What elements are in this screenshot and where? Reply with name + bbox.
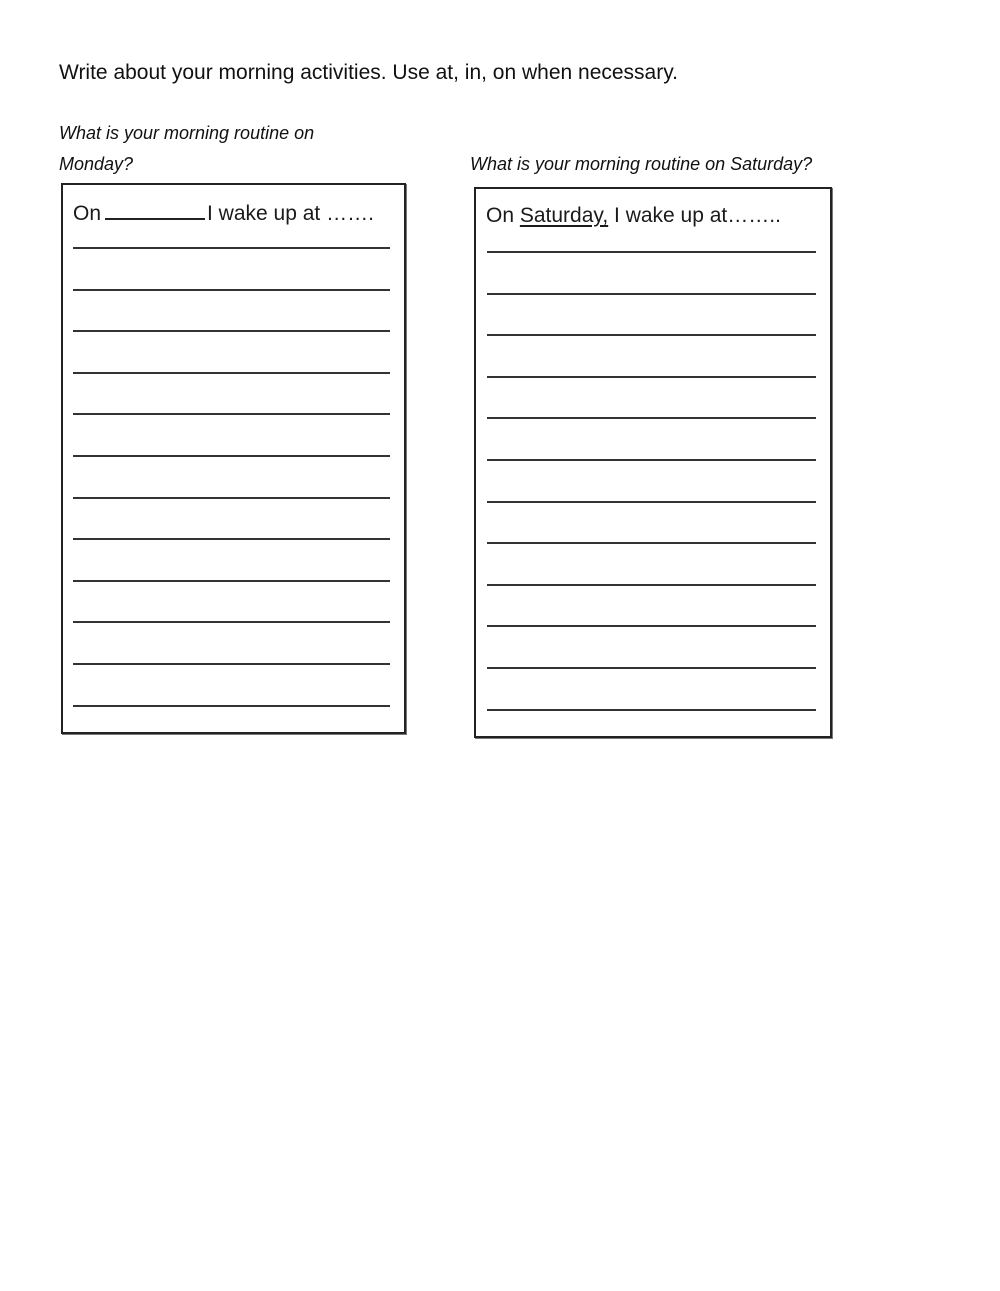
writing-line[interactable] (73, 330, 390, 332)
worksheet-instruction: Write about your morning activities. Use at, in, on when necessary. (59, 61, 679, 84)
monday-question: What is your morning routine on Monday? (59, 123, 315, 174)
writing-line[interactable] (487, 459, 816, 461)
monday-prompt-start: On (73, 202, 102, 225)
saturday-day-word: Saturday, (519, 204, 609, 227)
saturday-writing-box[interactable] (474, 187, 832, 738)
writing-line[interactable] (487, 334, 816, 336)
writing-line[interactable] (487, 625, 816, 627)
writing-line[interactable] (487, 376, 816, 378)
writing-line[interactable] (73, 538, 390, 540)
writing-line[interactable] (73, 580, 390, 582)
monday-writing-lines (73, 185, 390, 732)
writing-line[interactable] (487, 584, 816, 586)
writing-line[interactable] (487, 709, 816, 711)
writing-line[interactable] (487, 542, 816, 544)
writing-line[interactable] (487, 501, 816, 503)
writing-line[interactable] (73, 621, 390, 623)
monday-prompt-end: I wake up at ……. (207, 202, 374, 225)
writing-line[interactable] (73, 663, 390, 665)
writing-line[interactable] (73, 705, 390, 707)
monday-writing-box[interactable] (61, 183, 406, 734)
writing-line[interactable] (73, 455, 390, 457)
writing-line[interactable] (73, 497, 390, 499)
writing-line[interactable] (487, 417, 816, 419)
saturday-question: What is your morning routine on Saturday? (470, 154, 813, 174)
writing-line[interactable] (73, 289, 390, 291)
writing-line[interactable] (487, 251, 816, 253)
writing-line[interactable] (73, 372, 390, 374)
saturday-writing-lines (487, 189, 816, 736)
saturday-prompt-end: I wake up at…….. (608, 204, 781, 227)
writing-line[interactable] (487, 293, 816, 295)
saturday-prompt-start: On (486, 204, 520, 227)
writing-line[interactable] (487, 667, 816, 669)
writing-line[interactable] (73, 413, 390, 415)
writing-line[interactable] (73, 247, 390, 249)
